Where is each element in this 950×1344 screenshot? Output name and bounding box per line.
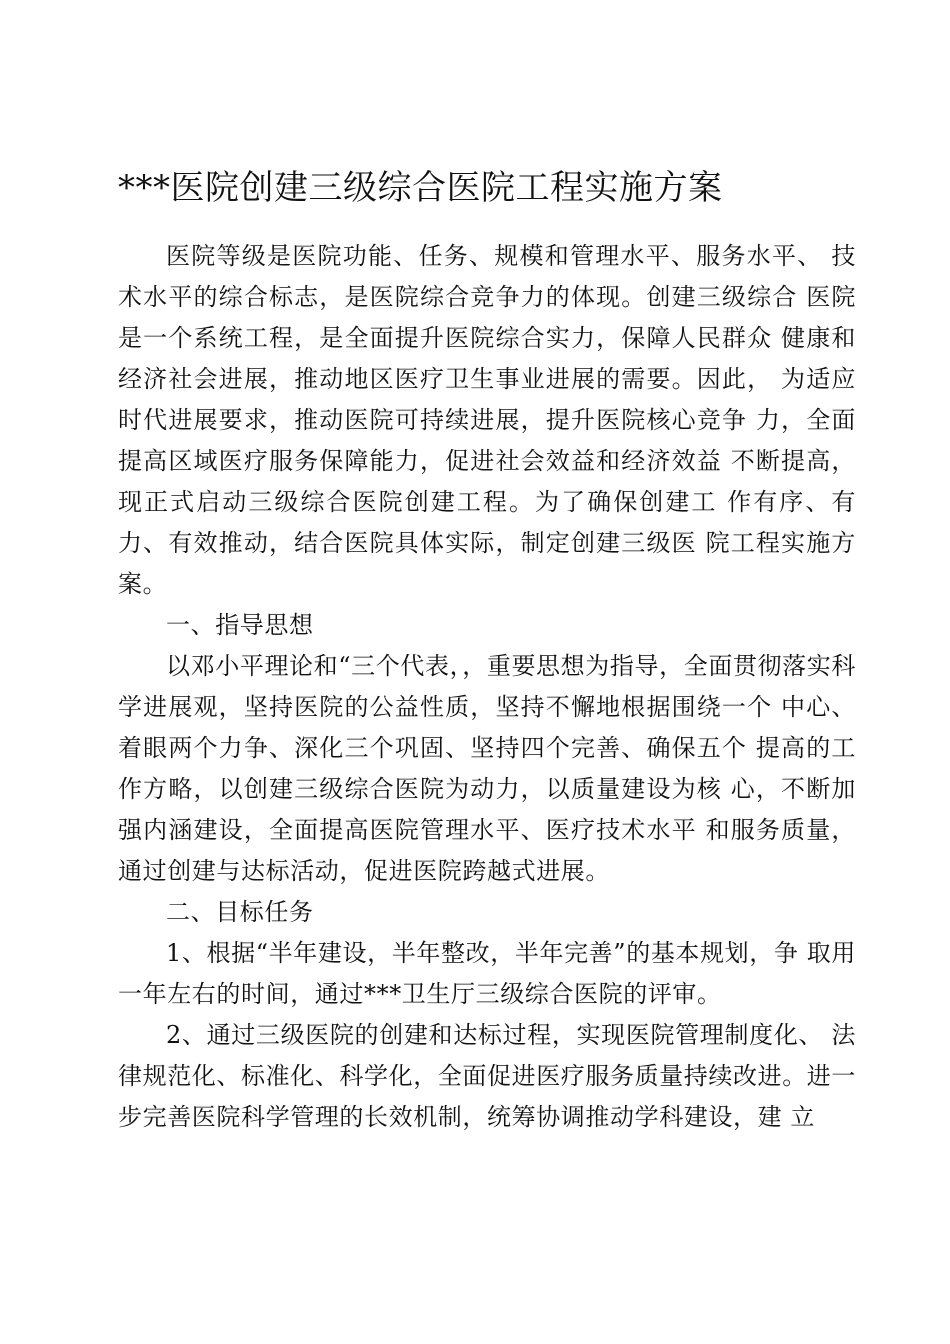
section-heading-guiding-ideology: 一、指导思想 [166,611,314,639]
section-heading-goals: 二、目标任务 [166,898,314,926]
intro-paragraph: 医院等级是医院功能、任务、规模和管理水平、服务水平、 技术水平的综合标志，是医院综合竞争力的体现。创建三级综合 医院是一个系统工程，是全面提升医院综合实力，保障人民群众 健康和经济社会进展，推动地区医疗卫生事业进展的需要。因此， 为适应时代进展要求，推动医院可持续进展，提升医院核心竞争 力，全面提高区域医疗服务保障能力，促进社会效益和经济效益 不断提高，现正式启动三级综合医院创建工程。为了确保创建工 作有序、有力、有效推动，结合医院具体实际，制定创建三级医 院工程实施方案。 [118,242,856,598]
guiding-ideology-paragraph: 以邓小平理论和“三个代表，，重要思想为指导，全面贯彻落实科学进展观，坚持医院的公益性质，坚持不懈地根据围绕一个 中心、着眼两个力争、深化三个巩固、坚持四个完善、确保五个 提高的工作方略，以创建三级综合医院为动力，以质量建设为核 心，不断加强内涵建设，全面提高医院管理水平、医疗技术水平 和服务质量，通过创建与达标活动，促进医院跨越式进展。 [118,652,856,885]
document-title: ***医院创建三级综合医院工程实施方案 [118,168,723,208]
document-body [118,236,856,1138]
goal-item-2: 2、通过三级医院的创建和达标过程，实现医院管理制度化、 法律规范化、标准化、科学化，全面促进医疗服务质量持续改进。进一步完善医院科学管理的长效机制，统筹协调推动学科建设，建 立 [118,1021,856,1131]
goal-item-1: 1、根据“半年建设，半年整改，半年完善”的基本规划，争 取用一年左右的时间，通过***卫生厅三级综合医院的评审。 [118,939,856,1008]
